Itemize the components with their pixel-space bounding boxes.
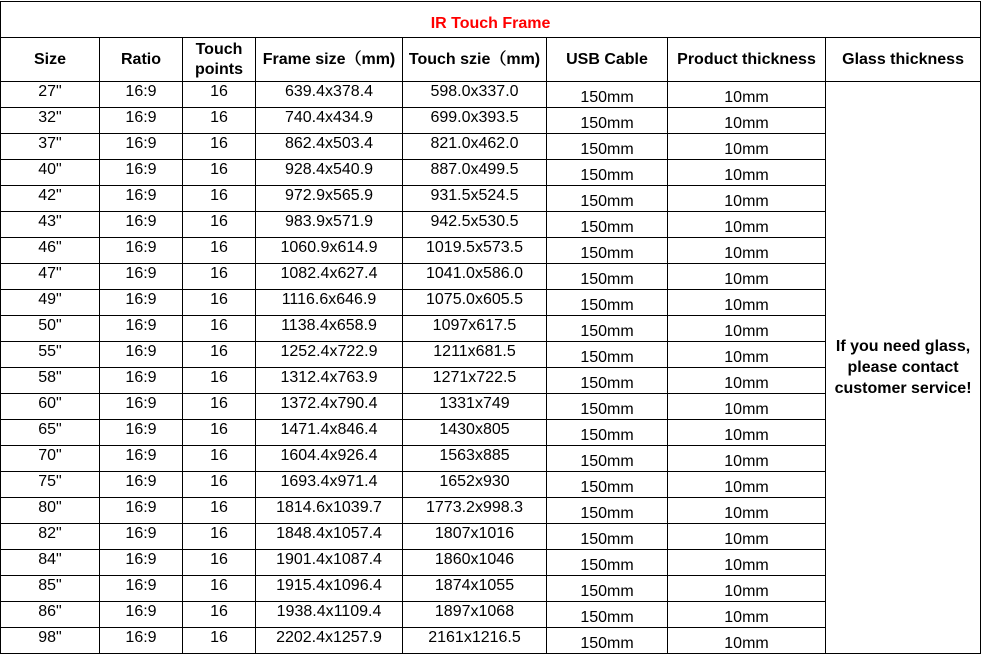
cell-usb-cable: 150mm	[547, 134, 668, 160]
cell-touch-size: 1773.2x998.3	[403, 498, 547, 524]
cell-touch-size: 1652x930	[403, 472, 547, 498]
cell-product-thickness: 10mm	[668, 524, 826, 550]
cell-ratio: 16:9	[100, 342, 183, 368]
cell-touch-size: 1075.0x605.5	[403, 290, 547, 316]
cell-touch-size: 1874x1055	[403, 576, 547, 602]
cell-frame-size: 740.4x434.9	[256, 108, 403, 134]
header-touch-points: Touch points	[183, 38, 256, 82]
cell-size: 75"	[1, 472, 100, 498]
cell-touch-size: 931.5x524.5	[403, 186, 547, 212]
cell-product-thickness: 10mm	[668, 498, 826, 524]
cell-touch-size: 1331x749	[403, 394, 547, 420]
cell-touch-points: 16	[183, 628, 256, 654]
cell-touch-points: 16	[183, 602, 256, 628]
header-size: Size	[1, 38, 100, 82]
cell-usb-cable: 150mm	[547, 316, 668, 342]
cell-ratio: 16:9	[100, 290, 183, 316]
cell-frame-size: 1116.6x646.9	[256, 290, 403, 316]
cell-product-thickness: 10mm	[668, 342, 826, 368]
cell-touch-size: 1563x885	[403, 446, 547, 472]
cell-touch-size: 821.0x462.0	[403, 134, 547, 160]
cell-size: 40"	[1, 160, 100, 186]
cell-product-thickness: 10mm	[668, 420, 826, 446]
cell-frame-size: 1372.4x790.4	[256, 394, 403, 420]
cell-touch-size: 2161x1216.5	[403, 628, 547, 654]
cell-frame-size: 639.4x378.4	[256, 82, 403, 108]
cell-touch-points: 16	[183, 238, 256, 264]
cell-usb-cable: 150mm	[547, 628, 668, 654]
cell-usb-cable: 150mm	[547, 342, 668, 368]
cell-touch-points: 16	[183, 212, 256, 238]
cell-frame-size: 1082.4x627.4	[256, 264, 403, 290]
cell-size: 42"	[1, 186, 100, 212]
cell-frame-size: 1814.6x1039.7	[256, 498, 403, 524]
cell-product-thickness: 10mm	[668, 82, 826, 108]
cell-size: 55"	[1, 342, 100, 368]
cell-size: 32"	[1, 108, 100, 134]
cell-usb-cable: 150mm	[547, 212, 668, 238]
cell-frame-size: 983.9x571.9	[256, 212, 403, 238]
cell-ratio: 16:9	[100, 134, 183, 160]
cell-ratio: 16:9	[100, 550, 183, 576]
table-row	[1, 82, 981, 108]
cell-product-thickness: 10mm	[668, 108, 826, 134]
cell-size: 37"	[1, 134, 100, 160]
cell-usb-cable: 150mm	[547, 186, 668, 212]
cell-ratio: 16:9	[100, 420, 183, 446]
cell-usb-cable: 150mm	[547, 524, 668, 550]
cell-size: 50"	[1, 316, 100, 342]
cell-usb-cable: 150mm	[547, 498, 668, 524]
cell-touch-points: 16	[183, 472, 256, 498]
cell-usb-cable: 150mm	[547, 550, 668, 576]
cell-size: 58"	[1, 368, 100, 394]
cell-product-thickness: 10mm	[668, 212, 826, 238]
cell-touch-points: 16	[183, 498, 256, 524]
cell-touch-points: 16	[183, 290, 256, 316]
cell-touch-size: 942.5x530.5	[403, 212, 547, 238]
cell-size: 84"	[1, 550, 100, 576]
cell-usb-cable: 150mm	[547, 368, 668, 394]
cell-usb-cable: 150mm	[547, 420, 668, 446]
cell-size: 49"	[1, 290, 100, 316]
cell-product-thickness: 10mm	[668, 134, 826, 160]
cell-product-thickness: 10mm	[668, 290, 826, 316]
cell-usb-cable: 150mm	[547, 82, 668, 108]
header-frame-size: Frame size（mm)	[256, 38, 403, 82]
cell-size: 86"	[1, 602, 100, 628]
cell-usb-cable: 150mm	[547, 108, 668, 134]
cell-ratio: 16:9	[100, 264, 183, 290]
cell-touch-size: 1271x722.5	[403, 368, 547, 394]
cell-ratio: 16:9	[100, 212, 183, 238]
cell-ratio: 16:9	[100, 316, 183, 342]
cell-touch-points: 16	[183, 186, 256, 212]
cell-usb-cable: 150mm	[547, 472, 668, 498]
cell-ratio: 16:9	[100, 472, 183, 498]
glass-note: If you need glass, please contact customer service!	[826, 82, 981, 654]
cell-size: 47"	[1, 264, 100, 290]
cell-frame-size: 1471.4x846.4	[256, 420, 403, 446]
cell-usb-cable: 150mm	[547, 264, 668, 290]
cell-frame-size: 1848.4x1057.4	[256, 524, 403, 550]
cell-touch-size: 1897x1068	[403, 602, 547, 628]
cell-touch-size: 1430x805	[403, 420, 547, 446]
cell-touch-points: 16	[183, 368, 256, 394]
cell-usb-cable: 150mm	[547, 602, 668, 628]
cell-touch-size: 1041.0x586.0	[403, 264, 547, 290]
header-product-thickness: Product thickness	[668, 38, 826, 82]
cell-usb-cable: 150mm	[547, 160, 668, 186]
cell-frame-size: 1938.4x1109.4	[256, 602, 403, 628]
cell-product-thickness: 10mm	[668, 264, 826, 290]
cell-frame-size: 1604.4x926.4	[256, 446, 403, 472]
header-glass-thickness: Glass thickness	[826, 38, 981, 82]
cell-ratio: 16:9	[100, 394, 183, 420]
cell-touch-points: 16	[183, 524, 256, 550]
header-touch-size: Touch szie（mm)	[403, 38, 547, 82]
cell-product-thickness: 10mm	[668, 576, 826, 602]
cell-size: 85"	[1, 576, 100, 602]
cell-touch-points: 16	[183, 134, 256, 160]
cell-touch-size: 887.0x499.5	[403, 160, 547, 186]
cell-frame-size: 2202.4x1257.9	[256, 628, 403, 654]
cell-touch-points: 16	[183, 342, 256, 368]
cell-frame-size: 1138.4x658.9	[256, 316, 403, 342]
cell-ratio: 16:9	[100, 602, 183, 628]
cell-ratio: 16:9	[100, 108, 183, 134]
cell-touch-points: 16	[183, 394, 256, 420]
cell-usb-cable: 150mm	[547, 238, 668, 264]
cell-frame-size: 1693.4x971.4	[256, 472, 403, 498]
header-usb-cable: USB Cable	[547, 38, 668, 82]
cell-ratio: 16:9	[100, 576, 183, 602]
cell-product-thickness: 10mm	[668, 368, 826, 394]
cell-product-thickness: 10mm	[668, 160, 826, 186]
cell-frame-size: 1252.4x722.9	[256, 342, 403, 368]
cell-size: 80"	[1, 498, 100, 524]
cell-size: 46"	[1, 238, 100, 264]
cell-size: 70"	[1, 446, 100, 472]
cell-touch-points: 16	[183, 550, 256, 576]
cell-ratio: 16:9	[100, 238, 183, 264]
cell-ratio: 16:9	[100, 160, 183, 186]
cell-frame-size: 972.9x565.9	[256, 186, 403, 212]
cell-usb-cable: 150mm	[547, 290, 668, 316]
cell-ratio: 16:9	[100, 186, 183, 212]
cell-touch-size: 1211x681.5	[403, 342, 547, 368]
cell-usb-cable: 150mm	[547, 446, 668, 472]
cell-size: 43"	[1, 212, 100, 238]
cell-frame-size: 928.4x540.9	[256, 160, 403, 186]
cell-product-thickness: 10mm	[668, 394, 826, 420]
cell-touch-size: 699.0x393.5	[403, 108, 547, 134]
cell-frame-size: 1060.9x614.9	[256, 238, 403, 264]
cell-size: 65"	[1, 420, 100, 446]
table-title: IR Touch Frame	[1, 2, 981, 38]
cell-ratio: 16:9	[100, 446, 183, 472]
cell-product-thickness: 10mm	[668, 238, 826, 264]
cell-ratio: 16:9	[100, 628, 183, 654]
cell-product-thickness: 10mm	[668, 186, 826, 212]
ir-touch-frame-table	[0, 1, 981, 654]
cell-touch-points: 16	[183, 316, 256, 342]
header-ratio: Ratio	[100, 38, 183, 82]
cell-frame-size: 1901.4x1087.4	[256, 550, 403, 576]
cell-product-thickness: 10mm	[668, 628, 826, 654]
cell-touch-size: 1019.5x573.5	[403, 238, 547, 264]
cell-size: 98"	[1, 628, 100, 654]
cell-touch-size: 1807x1016	[403, 524, 547, 550]
cell-usb-cable: 150mm	[547, 576, 668, 602]
cell-touch-points: 16	[183, 446, 256, 472]
cell-touch-points: 16	[183, 420, 256, 446]
cell-touch-size: 598.0x337.0	[403, 82, 547, 108]
cell-frame-size: 1312.4x763.9	[256, 368, 403, 394]
cell-size: 60"	[1, 394, 100, 420]
cell-size: 27"	[1, 82, 100, 108]
cell-touch-size: 1097x617.5	[403, 316, 547, 342]
cell-touch-points: 16	[183, 108, 256, 134]
cell-usb-cable: 150mm	[547, 394, 668, 420]
cell-touch-points: 16	[183, 264, 256, 290]
cell-product-thickness: 10mm	[668, 550, 826, 576]
cell-ratio: 16:9	[100, 368, 183, 394]
cell-touch-size: 1860x1046	[403, 550, 547, 576]
cell-product-thickness: 10mm	[668, 602, 826, 628]
cell-size: 82"	[1, 524, 100, 550]
cell-product-thickness: 10mm	[668, 316, 826, 342]
cell-ratio: 16:9	[100, 498, 183, 524]
cell-touch-points: 16	[183, 576, 256, 602]
cell-touch-points: 16	[183, 160, 256, 186]
cell-product-thickness: 10mm	[668, 472, 826, 498]
cell-ratio: 16:9	[100, 524, 183, 550]
cell-frame-size: 862.4x503.4	[256, 134, 403, 160]
cell-touch-points: 16	[183, 82, 256, 108]
cell-product-thickness: 10mm	[668, 446, 826, 472]
cell-ratio: 16:9	[100, 82, 183, 108]
cell-frame-size: 1915.4x1096.4	[256, 576, 403, 602]
